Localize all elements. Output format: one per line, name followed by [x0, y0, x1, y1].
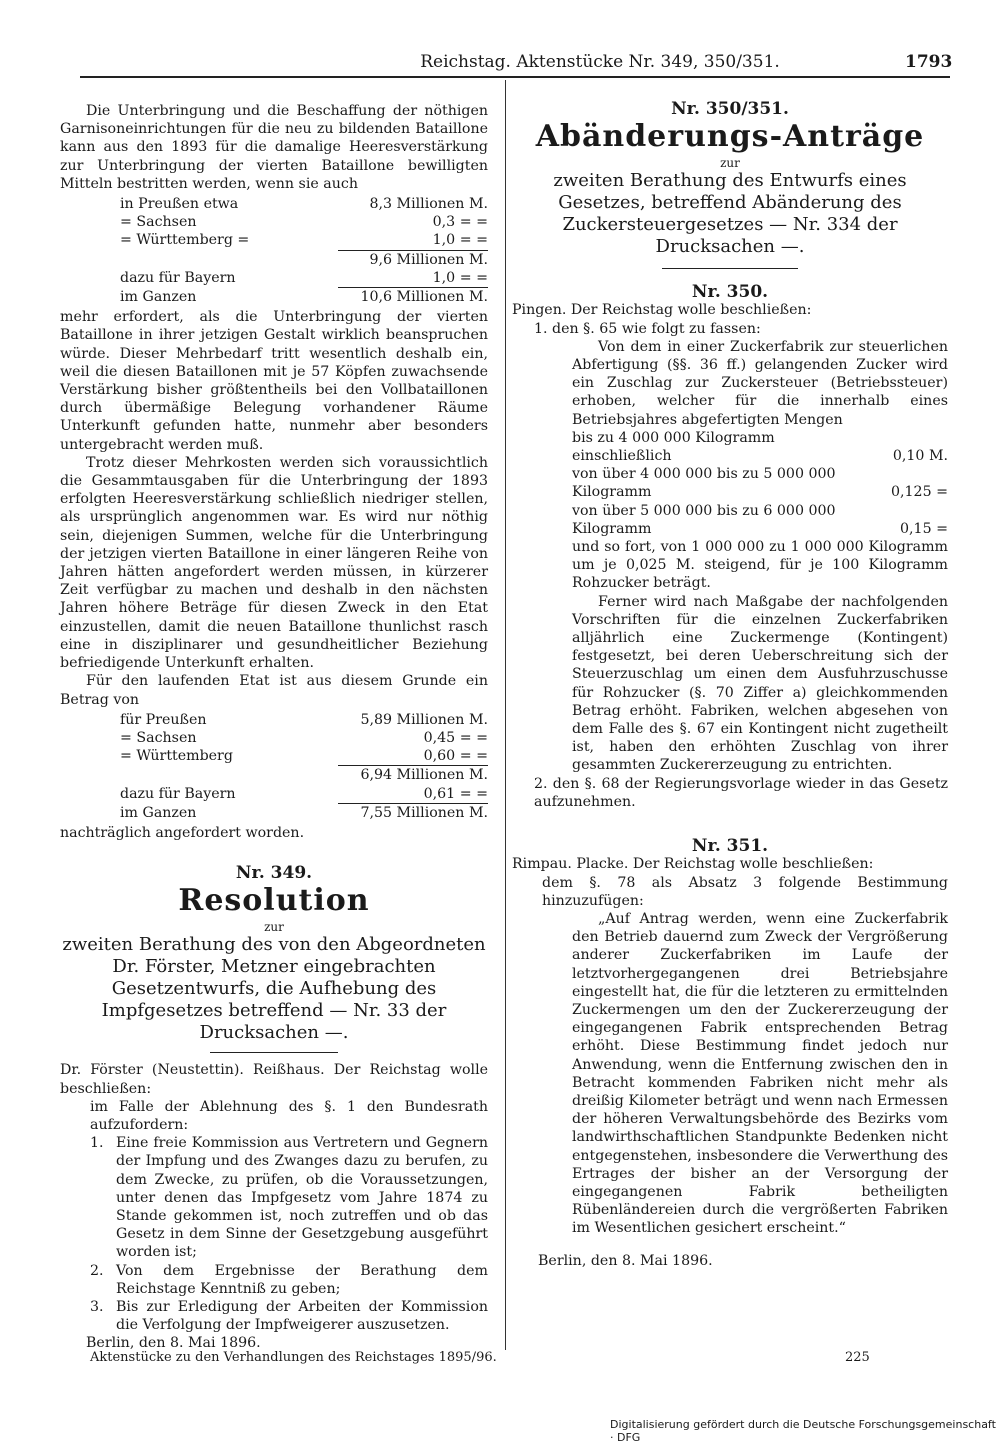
- nr350-item1: 1. den §. 65 wie folgt zu fassen:: [534, 320, 761, 337]
- rate-label: bis zu 4 000 000 Kilogramm einschließlich: [572, 429, 775, 465]
- leader-space: [249, 231, 338, 250]
- table-row: [120, 785, 488, 804]
- running-title: Reichstag. Aktenstücke Nr. 349, 350/351.: [420, 52, 780, 72]
- table-row: [120, 804, 488, 822]
- leader-space: [238, 195, 338, 213]
- rate-label: von über 4 000 000 bis zu 5 000 000 Kilogramm: [572, 466, 836, 501]
- row-label: dazu für Bayern: [120, 785, 236, 802]
- row-label: = Württemberg: [120, 748, 233, 765]
- row-label: = Sachsen: [120, 729, 197, 746]
- leader-space: [196, 288, 338, 306]
- rate-row: [572, 502, 948, 538]
- footer-sheet-number: 225: [845, 1350, 870, 1365]
- page-number: 1793: [905, 52, 953, 72]
- dfg-credit: Digitalisierung gefördert durch die Deutsche Forschungsgemeinschaft · DFG: [610, 1418, 996, 1444]
- paragraph-1: Die Unterbringung und die Beschaffung der nöthigen Garnisoneinrichtungen für die neu zu bildenden Bataillone kann aus den 1893 für die damalige Heeresverstärkung zur Unterbringung der vierten Bataillone bewilligten Mitteln bestritten werden, wenn sie auch: [60, 103, 488, 192]
- list-item-number: 1.: [90, 1135, 104, 1152]
- list-item: [90, 1298, 488, 1334]
- table-row: [120, 747, 488, 766]
- nr350-351-title: Abänderungs-Anträge: [535, 119, 925, 155]
- table-row: [120, 195, 488, 213]
- list-item-text: Bis zur Erledigung der Arbeiten der Kommission die Verfolgung der Impfweigerer auszusetzen.: [116, 1298, 488, 1334]
- rate-row: [572, 429, 948, 465]
- row-label: in Preußen etwa: [120, 196, 239, 213]
- nr349-zur: zur: [264, 920, 284, 935]
- nr350-quote3: Ferner wird nach Maßgabe der nachfolgenden Vorschriften für die einzelnen Zuckerfabriken alljährlich eine Zuckermenge (Kontingent) festgesetzt, bei deren Ueberschreitung sich der Steuerzuschlag um einen dem Ausfuhrzuschusse für Rohzucker (§. 70 Ziffer a) gleichkommenden Betrag erhöht. Fabriken, welchen abgesehen von dem Falle des §. 67 ein Kontingent nicht zugetheilt ist, haben den erhöhten Zuschlag von ihrer gesammten Zuckererzeugung zu entrichten.: [572, 593, 948, 774]
- nr350-351-number: Nr. 350/351.: [671, 99, 789, 119]
- table-row: [120, 231, 488, 250]
- table-row: [120, 213, 488, 231]
- list-item: [90, 1134, 488, 1261]
- leader-space: [196, 804, 338, 822]
- table-row: [120, 288, 488, 306]
- row-value: 1,0 = =: [338, 269, 488, 288]
- list-item: [90, 1262, 488, 1298]
- header-rule: [80, 76, 950, 78]
- nr349-subtitle: zweiten Berathung des von den Abgeordneten Dr. Förster, Metzner eingebrachten Gesetzentwurfs, die Aufhebung des Impfgesetzes betreffend — Nr. 33 der Drucksachen —.: [62, 934, 486, 1044]
- row-value: 0,45 = =: [423, 729, 488, 746]
- nr349-intro: im Falle der Ablehnung des §. 1 den Bundesrath aufzufordern:: [90, 1098, 488, 1133]
- table-row: [120, 766, 488, 784]
- rate-value: 0,125 =: [890, 484, 948, 501]
- footer-title: Aktenstücke zu den Verhandlungen des Reichstages 1895/96.: [90, 1350, 497, 1365]
- row-value: 9,6 Millionen M.: [369, 251, 488, 268]
- row-label: = Sachsen: [120, 214, 197, 231]
- row-value: 1,0 = =: [338, 231, 488, 250]
- nr350-351-zur: zur: [720, 156, 740, 171]
- leader-space: [207, 711, 338, 729]
- nr350-quote2: und so fort, von 1 000 000 zu 1 000 000 Kilogramm um je 0,025 M. steigend, für je 100 Kilogramm Rohzucker beträgt.: [572, 539, 948, 592]
- leader-space: [196, 729, 338, 747]
- column-separator: [505, 80, 506, 1350]
- table-row: [120, 269, 488, 288]
- right-column: [512, 100, 948, 1270]
- row-value: 5,89 Millionen M.: [360, 711, 488, 728]
- nr351-number: Nr. 351.: [691, 836, 769, 857]
- leader-space: [233, 747, 338, 766]
- funding-table-1: [60, 195, 488, 306]
- leader-space: [236, 269, 338, 288]
- row-value: 0,61 = =: [338, 785, 488, 804]
- leader-space: [196, 213, 338, 231]
- nr350-quote1: Von dem in einer Zuckerfabrik zur steuerlichen Abfertigung (§§. 36 ff.) gelangenden Zucker wird ein Zuschlag zur Zuckersteuer (Betriebssteuer) erhoben, welcher für die innerhalb eines Betriebsjahres abgefertigten Mengen: [572, 338, 948, 428]
- row-value: 6,94 Millionen M.: [360, 767, 488, 784]
- nr351-mover: Rimpau. Placke. Der Reichstag wolle beschließen:: [512, 856, 874, 873]
- table-row: [120, 729, 488, 747]
- rate-value: 0,10 M.: [892, 448, 948, 465]
- list-item-number: 2.: [90, 1262, 104, 1279]
- nr349-movers: Dr. Förster (Neustettin). Reißhaus. Der Reichstag wolle beschließen:: [60, 1062, 488, 1097]
- nr351-quote: „Auf Antrag werden, wenn eine Zuckerfabrik den Betrieb dauernd zum Zweck der Vergrößerung anderer Zuckerfabriken im Laufe der letztvorhergegangenen drei Betriebsjahre eingestellt hat, die für die letzteren zu ermittelnden Zuckermengen um den der Zuckererzeugung der eingegangenen Fabrik entsprechenden Betrag erhöht. Diese Bestimmung findet jedoch nur Anwendung, wenn die Entfernung zwischen den in Betracht kommenden Fabriken nicht mehr als dreißig Kilometer beträgt und wenn nach Ermessen der höheren Verwaltungsbehörde des Bezirks vom landwirthschaftlichen Standpunkte Bedenken nicht entgegenstehen, insbesondere die Verwerthung des Ertrages der bisher an der Versorgung der eingegangenen Fabrik betheiligten Rübenländereien durch die vergrößerten Fabriken im Wesentlichen gesichert erscheint.“: [572, 910, 948, 1237]
- nr350-351-subtitle: zweiten Berathung des Entwurfs eines Gesetzes, betreffend Abänderung des Zuckersteuergesetzes — Nr. 334 der Drucksachen —.: [553, 170, 907, 258]
- row-value: 10,6 Millionen M.: [360, 289, 488, 306]
- nr351-intro: dem §. 78 als Absatz 3 folgende Bestimmung hinzuzufügen:: [542, 874, 948, 909]
- row-label: im Ganzen: [120, 289, 197, 306]
- paragraph-5: nachträglich angefordert worden.: [60, 824, 305, 841]
- nr350-rates: [572, 429, 948, 538]
- nr349-number: Nr. 349.: [235, 863, 313, 884]
- rate-row: [572, 465, 948, 501]
- list-item-text: Von dem Ergebnisse der Berathung dem Reichstage Kenntniß zu geben;: [116, 1262, 488, 1297]
- row-value: 8,3 Millionen M.: [369, 196, 488, 213]
- row-label: im Ganzen: [120, 804, 197, 821]
- list-item-text: Eine freie Kommission aus Vertretern und Gegnern der Impfung und des Zwanges dazu zu berufen, zu dem Zwecke, zu prüfen, ob die Voraussetzungen, unter denen das Impfgesetz vom Jahre 1874 zu Stande gekommen ist, noch zutreffen und ob das Gesetz in dem Sinne der Gesetzgebung ausgeführt worden ist;: [116, 1135, 488, 1261]
- funding-table-2: [60, 711, 488, 822]
- nr349-list: [60, 1134, 488, 1334]
- nr351-date: Berlin, den 8. Mai 1896.: [538, 1252, 713, 1269]
- leader-space: [120, 766, 338, 784]
- nr350-mover: Pingen. Der Reichstag wolle beschließen:: [512, 302, 812, 319]
- table-row: [120, 711, 488, 729]
- paragraph-3: Trotz dieser Mehrkosten werden sich voraussichtlich die Gesammtausgaben für die Unterbringung der 1893 erfolgten Heeresverstärkung schließlich niedriger stellen, als ursprünglich angenommen war. Es wird nur nöthig sein, diejenigen Summen, welche für die Unterbringung der jetzigen vierten Bataillone in einer längeren Reihe von Jahren hätten angefordert werden müssen, in kürzerer Zeit verfügbar zu machen und deshalb in den nächsten Jahren höhere Beträge für diesen Zweck in den Etat einzustellen, damit die neuen Bataillone thunlichst rasch eine in disziplinarer und gesundheitlicher Beziehung befriedigende Unterkunft erhalten.: [60, 454, 488, 672]
- row-label: dazu für Bayern: [120, 269, 236, 286]
- paragraph-2: mehr erfordert, als die Unterbringung der vierten Bataillone in ihrer jetzigen Gestalt wirklich beanspruchen würde. Dieser Mehrbedarf tritt wesentlich deshalb ein, weil die diesen Bataillonen mit je 57 Köpfen zuwachsende Verstärkung bisher größtentheils bei den Vollbataillonen durch übermäßige Belegung vorhandener Räume Unterkunft gefunden hatte, nunmehr aber besonders untergebracht werden muß.: [60, 309, 488, 453]
- list-item-number: 3.: [90, 1298, 104, 1315]
- nr350-number: Nr. 350.: [691, 282, 769, 303]
- row-value: 0,3 = =: [432, 214, 488, 231]
- rate-value: 0,15 =: [900, 520, 948, 537]
- nr349-title: Resolution: [178, 883, 370, 919]
- nr349-date: Berlin, den 8. Mai 1896.: [86, 1335, 261, 1352]
- row-value: 7,55 Millionen M.: [360, 804, 488, 821]
- leader-space: [236, 785, 338, 804]
- row-label: = Württemberg =: [120, 232, 250, 249]
- left-column: [60, 102, 488, 1353]
- row-label: für Preußen: [120, 711, 207, 728]
- nr350-item2: 2. den §. 68 der Regierungsvorlage wieder in das Gesetz aufzunehmen.: [534, 775, 948, 810]
- row-value: 0,60 = =: [338, 747, 488, 766]
- rate-label: von über 5 000 000 bis zu 6 000 000 Kilogramm: [572, 502, 836, 537]
- leader-space: [120, 251, 338, 269]
- paragraph-4: Für den laufenden Etat ist aus diesem Grunde ein Betrag von: [60, 673, 488, 708]
- table-row: [120, 251, 488, 269]
